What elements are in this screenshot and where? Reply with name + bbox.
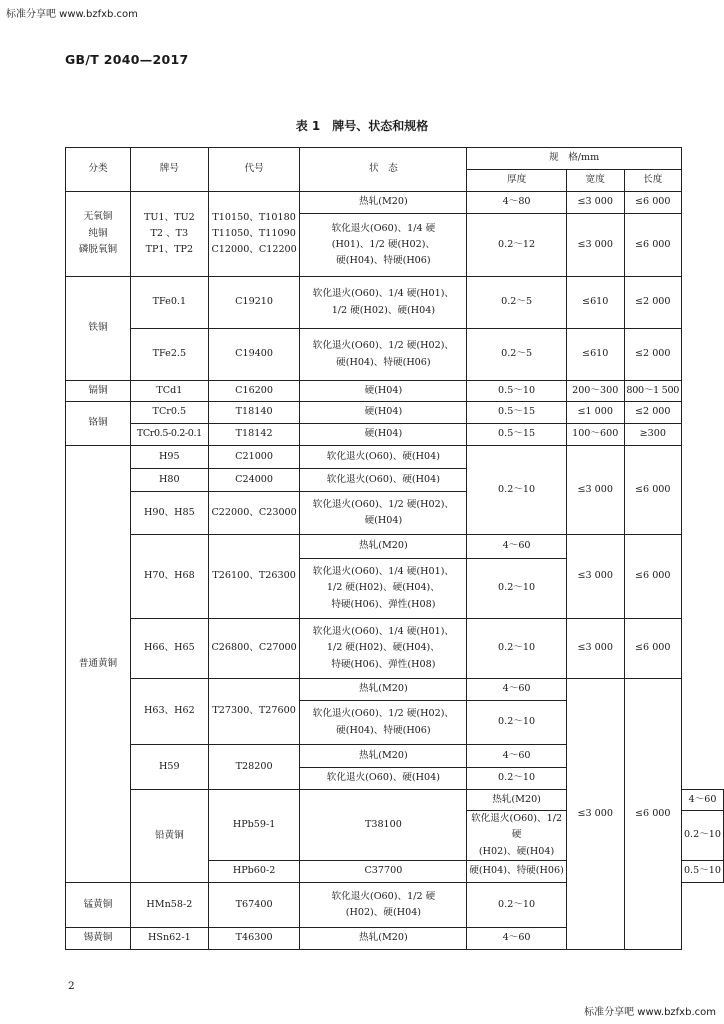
state-cell: 软化退火(O60)、硬(H04) [300,768,467,790]
state-cell: 软化退火(O60)、硬(H04) [300,469,467,492]
watermark-top: 标准分享吧 www.bzfxb.com [6,9,138,20]
grade-cell: H66、H65 [130,619,208,679]
width-cell: ≤3 000 [566,192,624,214]
grade-cell: H80 [130,469,208,492]
thickness-cell: 0.5～15 [467,402,567,424]
standard-number: GB/T 2040—2017 [65,52,189,67]
class-cell: 无氧铜 纯铜 磷脱氧铜 [66,192,131,277]
class-cell: 普通黄铜 [66,446,131,883]
state-cell: 热轧(M20) [300,192,467,214]
grade-cell: H95 [130,446,208,469]
header-width: 宽度 [566,170,624,192]
header-code: 代号 [208,148,300,192]
thickness-cell: 0.2～10 [467,446,567,535]
thickness-cell: 4～60 [467,679,567,701]
width-cell: 100～600 [566,424,624,446]
grade-cell: HPb59-1 [208,790,300,861]
code-cell: C16200 [208,381,300,402]
width-cell: ≤3 000 [566,619,624,679]
code-cell: T67400 [208,882,300,927]
state-cell: 软化退火(O60)、1/2 硬 (H02)、硬(H04) [300,882,467,927]
code-cell: T38100 [300,790,467,861]
thickness-cell: 4～60 [467,927,567,949]
width-cell: 200～300 [566,381,624,402]
thickness-cell: 4～80 [467,192,567,214]
code-cell: C21000 [208,446,300,469]
state-cell: 软化退火(O60)、1/2 硬(H02)、 硬(H04)、特硬(H06) [300,701,467,745]
state-cell: 硬(H04)、特硬(H06) [467,860,567,882]
state-cell: 软化退火(O60)、1/4 硬(H01)、 1/2 硬(H02)、硬(H04) [300,277,467,329]
code-cell: T28200 [208,745,300,790]
code-cell: T27300、T27600 [208,679,300,745]
length-cell: 800～1 500 [624,381,681,402]
thickness-cell: 0.2～10 [467,559,567,619]
width-cell: ≤3 000 [566,446,624,535]
thickness-cell: 0.2～10 [681,811,723,861]
watermark-bottom: 标准分享吧 www.bzfxb.com [584,1007,716,1018]
grade-cell: TCr0.5-0.2-0.1 [130,424,208,446]
code-cell: C19400 [208,329,300,381]
grade-cell: TFe0.1 [130,277,208,329]
length-cell: ≤6 000 [624,214,681,277]
grade-cell: H59 [130,745,208,790]
state-cell: 热轧(M20) [300,535,467,559]
length-cell: ≤2 000 [624,277,681,329]
length-cell: ≤6 000 [624,192,681,214]
grade-cell: H90、H85 [130,492,208,535]
thickness-cell: 4～60 [681,790,723,811]
width-cell: ≤3 000 [566,214,624,277]
state-cell: 软化退火(O60)、1/4 硬(H01)、 1/2 硬(H02)、硬(H04)、 特硬(H06)、弹性(H08) [300,559,467,619]
width-cell: ≤3 000 [566,535,624,619]
code-cell: C22000、C23000 [208,492,300,535]
state-cell: 软化退火(O60)、1/2 硬(H02)、 硬(H04)、特硬(H06) [300,329,467,381]
width-cell: ≤1 000 [566,402,624,424]
state-cell: 软化退火(O60)、硬(H04) [300,446,467,469]
state-cell: 热轧(M20) [467,790,567,811]
class-cell: 锰黄铜 [66,882,131,927]
grade-cell: TFe2.5 [130,329,208,381]
table-title: 表 1 牌号、状态和规格 [295,119,429,133]
header-length: 长度 [624,170,681,192]
thickness-cell: 0.2～5 [467,329,567,381]
thickness-cell: 4～60 [467,745,567,768]
code-cell: T18140 [208,402,300,424]
width-cell: ≤610 [566,329,624,381]
grade-cell: TU1、TU2 T2 、T3 TP1、TP2 [130,192,208,277]
state-cell: 硬(H04) [300,381,467,402]
length-cell: ≤2 000 [624,329,681,381]
state-cell: 热轧(M20) [300,927,467,949]
code-cell: T26100、T26300 [208,535,300,619]
grade-cell: H63、H62 [130,679,208,745]
thickness-cell: 0.2～10 [467,619,567,679]
length-cell: ≤6 000 [624,446,681,535]
state-cell: 热轧(M20) [300,679,467,701]
code-cell: T10150、T10180 T11050、T11090 C12000、C12200 [208,192,300,277]
state-cell: 软化退火(O60)、1/2 硬 (H02)、硬(H04) [467,811,567,861]
grade-cell: TCd1 [130,381,208,402]
state-cell: 软化退火(O60)、1/4 硬(H01)、 1/2 硬(H02)、硬(H04)、 特硬(H06)、弹性(H08) [300,619,467,679]
thickness-cell: 0.2～10 [467,768,567,790]
state-cell: 热轧(M20) [300,745,467,768]
state-cell: 软化退火(O60)、1/4 硬 (H01)、1/2 硬(H02)、 硬(H04)、特硬(H06) [300,214,467,277]
code-cell: C24000 [208,469,300,492]
grades-table [65,147,724,950]
grade-cell: HMn58-2 [130,882,208,927]
code-cell: C26800、C27000 [208,619,300,679]
header-grade: 牌号 [130,148,208,192]
header-spec: 规 格/mm [467,148,682,170]
length-cell: ≥300 [624,424,681,446]
code-cell: T18142 [208,424,300,446]
length-cell: ≤6 000 [624,679,681,950]
thickness-cell: 0.2～12 [467,214,567,277]
code-cell: C37700 [300,860,467,882]
code-cell: C19210 [208,277,300,329]
thickness-cell: 0.2～10 [467,882,567,927]
state-cell: 硬(H04) [300,424,467,446]
thickness-cell: 0.5～10 [467,381,567,402]
class-cell: 铬铜 [66,402,131,446]
thickness-cell: 0.5～15 [467,424,567,446]
class-cell: 铅黄铜 [130,790,208,883]
class-cell: 铁铜 [66,277,131,381]
length-cell: ≤2 000 [624,402,681,424]
grade-cell: TCr0.5 [130,402,208,424]
class-cell: 锡黄铜 [66,927,131,949]
thickness-cell: 0.5～10 [681,860,723,882]
grade-cell: H70、H68 [130,535,208,619]
header-class: 分类 [66,148,131,192]
thickness-cell: 0.2～5 [467,277,567,329]
width-cell: ≤610 [566,277,624,329]
page-number: 2 [68,980,75,992]
length-cell: ≤6 000 [624,619,681,679]
grade-cell: HPb60-2 [208,860,300,882]
grade-cell: HSn62-1 [130,927,208,949]
thickness-cell: 0.2～10 [467,701,567,745]
state-cell: 软化退火(O60)、1/2 硬(H02)、 硬(H04) [300,492,467,535]
code-cell: T46300 [208,927,300,949]
state-cell: 硬(H04) [300,402,467,424]
length-cell: ≤6 000 [624,535,681,619]
header-state: 状 态 [300,148,467,192]
width-cell: ≤3 000 [566,679,624,950]
header-thickness: 厚度 [467,170,567,192]
class-cell: 镉铜 [66,381,131,402]
thickness-cell: 4～60 [467,535,567,559]
